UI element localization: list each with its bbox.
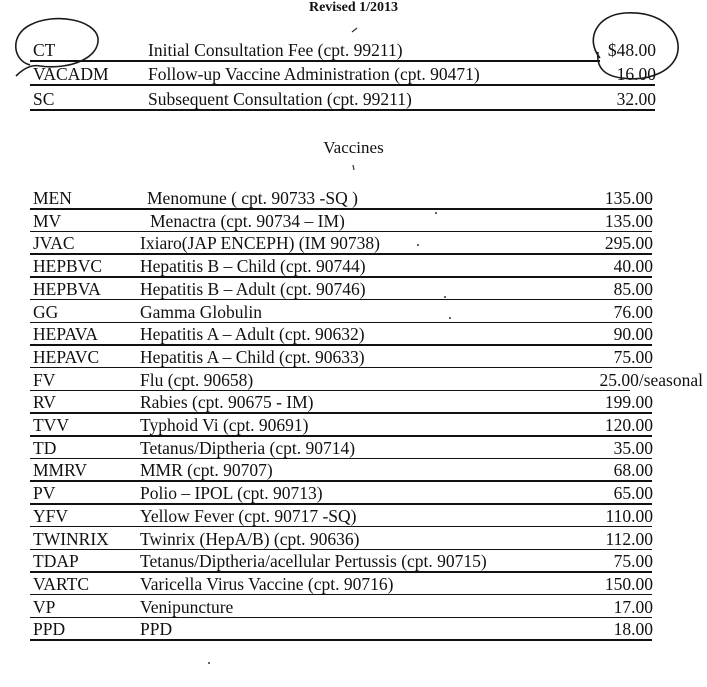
vaccine-price: 75.00 (613, 346, 653, 367)
vaccine-price: 85.00 (613, 278, 653, 299)
vaccine-row (0, 483, 707, 505)
row-underline (30, 344, 652, 346)
vaccine-description: Tetanus/Diptheria/acellular Pertussis (cpt. 90715) (140, 551, 487, 572)
fee-description: Subsequent Consultation (cpt. 99211) (148, 89, 412, 109)
vaccine-price: 199.00 (604, 392, 653, 413)
vaccine-row (0, 302, 707, 324)
vaccine-row (0, 438, 707, 460)
vaccine-description: Venipuncture (140, 596, 234, 617)
vaccine-code: RV (33, 392, 56, 413)
scan-speck (444, 296, 446, 298)
vaccine-code: PV (33, 483, 56, 504)
vaccine-description: Hepatitis A – Adult (cpt. 90632) (140, 324, 365, 345)
vaccine-description: Gamma Globulin (140, 301, 262, 322)
vaccine-row (0, 392, 707, 414)
fee-code: SC (33, 89, 55, 109)
vaccine-price: 112.00 (605, 528, 653, 549)
vaccine-price: 35.00 (613, 437, 653, 458)
vaccine-code: GG (33, 301, 59, 322)
row-underline (30, 253, 652, 255)
vaccine-row (0, 460, 707, 482)
row-underline (30, 503, 652, 505)
vaccine-price: 25.00/seasonal (599, 369, 703, 390)
vaccine-description: Twinrix (HepA/B) (cpt. 90636) (140, 528, 360, 549)
vaccine-description: Hepatitis B – Child (cpt. 90744) (140, 256, 366, 277)
vaccine-row (0, 551, 707, 573)
vaccine-price: 135.00 (604, 188, 653, 208)
vaccine-price: 18.00 (613, 619, 653, 640)
vaccine-code: YFV (33, 505, 69, 526)
tick-mark (353, 165, 354, 170)
row-underline (30, 639, 652, 641)
vaccine-description: Menomune ( cpt. 90733 -SQ ) (147, 188, 358, 208)
vaccine-description: Polio – IPOL (cpt. 90713) (140, 483, 323, 504)
vaccine-price: 65.00 (613, 483, 653, 504)
vaccine-description: Tetanus/Diptheria (cpt. 90714) (140, 437, 356, 458)
row-underline (30, 549, 652, 551)
vaccine-description: Ixiaro(JAP ENCEPH) (IM 90738) (140, 233, 380, 254)
consultation-row (0, 89, 707, 111)
vaccine-row (0, 506, 707, 528)
vaccine-description: Typhoid Vi (cpt. 90691) (140, 415, 309, 435)
row-underline (30, 276, 652, 278)
row-underline (30, 299, 652, 301)
row-underline (30, 571, 652, 573)
vaccine-row (0, 619, 707, 641)
row-underline (30, 208, 652, 210)
fee-code: VACADM (33, 64, 109, 84)
row-underline (30, 435, 652, 437)
vaccine-row (0, 211, 707, 233)
vaccine-code: TWINRIX (33, 528, 109, 549)
vaccine-code: FV (33, 369, 56, 390)
vaccine-price: 150.00 (604, 573, 653, 594)
vaccine-price: 17.00 (613, 596, 653, 617)
vaccine-description: Hepatitis A – Child (cpt. 90633) (140, 346, 365, 367)
vaccine-description: Yellow Fever (cpt. 90717 -SQ) (140, 505, 357, 526)
scan-speck (449, 317, 451, 319)
fee-price: $48.00 (607, 40, 656, 60)
vaccine-code: MMRV (33, 460, 88, 481)
vaccine-price: 135.00 (604, 210, 653, 231)
vaccine-code: TVV (33, 415, 69, 435)
row-underline (30, 60, 600, 62)
vaccine-code: HEPAVC (33, 346, 100, 367)
vaccines-heading: Vaccines (323, 138, 384, 157)
vaccine-row (0, 233, 707, 255)
row-underline (30, 458, 652, 460)
vaccine-description: PPD (140, 619, 173, 640)
row-underline (30, 412, 652, 414)
vaccine-code: JVAC (33, 233, 75, 254)
vaccine-code: VP (33, 596, 56, 617)
vaccine-code: VARTC (33, 573, 90, 594)
consultation-row (0, 40, 707, 62)
row-underline (30, 109, 655, 111)
vaccine-price: 90.00 (613, 324, 653, 345)
vaccine-code: HEPAVA (33, 324, 98, 345)
consultation-row (0, 64, 707, 86)
vaccine-description: Hepatitis B – Adult (cpt. 90746) (140, 278, 366, 299)
vaccine-code: MEN (33, 188, 72, 208)
row-underline (30, 594, 652, 596)
vaccine-price: 120.00 (604, 415, 653, 435)
vaccine-row (0, 188, 707, 210)
vaccine-row (0, 256, 707, 278)
row-underline (30, 480, 652, 482)
fee-description: Follow-up Vaccine Administration (cpt. 90471) (148, 64, 480, 84)
row-underline (30, 84, 655, 86)
vaccine-row (0, 324, 707, 346)
row-underline (30, 367, 652, 369)
vaccine-description: MMR (cpt. 90707) (140, 460, 273, 481)
fee-description: Initial Consultation Fee (cpt. 99211) (148, 40, 403, 60)
scan-speck (208, 662, 210, 664)
row-underline (30, 526, 652, 528)
fee-code: CT (33, 40, 56, 60)
revised-date: Revised 1/2013 (308, 0, 399, 15)
vaccine-row (0, 415, 707, 437)
vaccine-description: Rabies (cpt. 90675 - IM) (140, 392, 314, 413)
vaccine-description: Varicella Virus Vaccine (cpt. 90716) (140, 573, 394, 594)
vaccine-price: 76.00 (613, 301, 653, 322)
vaccine-code: HEPBVA (33, 278, 101, 299)
vaccine-price: 40.00 (613, 256, 653, 277)
vaccine-code: TDAP (33, 551, 79, 572)
vaccine-row (0, 370, 707, 392)
vaccine-code: PPD (33, 619, 66, 640)
vaccine-row (0, 597, 707, 619)
row-underline (30, 390, 630, 392)
vaccine-row (0, 279, 707, 301)
vaccine-row (0, 574, 707, 596)
vaccine-code: MV (33, 210, 62, 231)
row-underline (30, 231, 652, 233)
vaccine-price: 75.00 (613, 551, 653, 572)
tick-mark (352, 28, 357, 32)
vaccine-price: 110.00 (605, 505, 653, 526)
vaccine-row (0, 529, 707, 551)
fee-price: 32.00 (616, 89, 656, 109)
vaccine-description: Flu (cpt. 90658) (140, 369, 254, 390)
row-underline (30, 617, 652, 619)
vaccine-description: Menactra (cpt. 90734 – IM) (150, 210, 345, 231)
fee-price: 16.00 (616, 64, 656, 84)
vaccine-price: 295.00 (604, 233, 653, 254)
vaccine-code: HEPBVC (33, 256, 103, 277)
vaccine-price: 68.00 (613, 460, 653, 481)
scan-speck (417, 244, 419, 246)
scan-speck (435, 212, 437, 214)
vaccine-code: TD (33, 437, 57, 458)
row-underline (30, 322, 652, 324)
vaccine-row (0, 347, 707, 369)
